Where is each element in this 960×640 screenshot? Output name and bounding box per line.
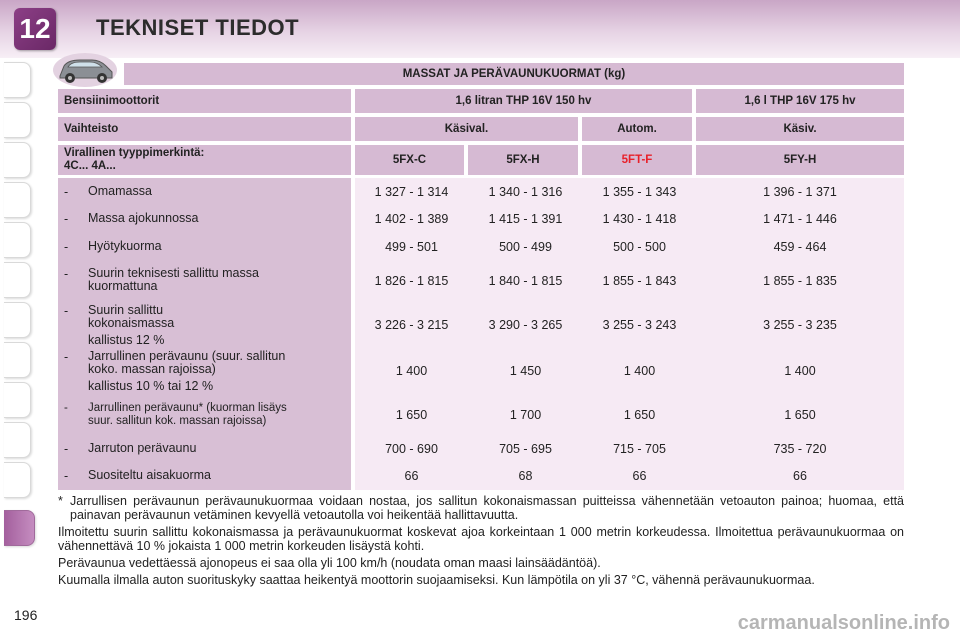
type-5fy-h: 5FY-H <box>696 145 904 175</box>
gearbox-manual-2: Käsiv. <box>696 117 904 141</box>
cell-value: 1 700 <box>509 408 542 422</box>
chapter-tab[interactable] <box>4 182 31 218</box>
row-label: Hyötykuorma <box>88 239 162 253</box>
cell-value: 500 - 500 <box>613 240 666 254</box>
gearbox-row <box>58 117 904 141</box>
watermark: carmanualsonline.info <box>737 612 950 634</box>
footnote-mark: * <box>58 494 63 508</box>
chapter-tab[interactable] <box>4 262 31 298</box>
row-label: Suurin teknisesti sallittu massa <box>88 266 259 280</box>
cell-value: 68 <box>518 469 533 483</box>
cell-value: 1 340 - 1 316 <box>488 185 563 199</box>
footnote-text: Jarrullisen perävaunun perävaunukuormaa voidaan nostaa, jos sallitun kokonaismassan puitteissa vähennetään vetoauton painoa; huomaa, että painavan perävaunun vetäminen kevyellä vetoautolla voi heikentää hallittavuutta. <box>70 494 904 522</box>
cell-value: 1 826 - 1 815 <box>374 274 449 288</box>
table-row: - Suurin teknisesti sallittu massa kuormattuna 1 826 - 1 815 1 840 - 1 815 1 855 - 1 843 1 855 - 1 835 <box>58 267 904 295</box>
type-label-line1: Virallinen tyyppimerkintä: <box>64 147 205 159</box>
cell-value: 499 - 501 <box>385 240 438 254</box>
row-label-line2: koko. massan rajoissa) <box>88 362 216 376</box>
cell-value: 1 400 <box>784 364 816 378</box>
note-paragraph: Kuumalla ilmalla auton suorituskyky saattaa heikentyä moottorin suojaamiseksi. Kun lämpötila on yli 37 °C, vähennä perävaunukuormaa. <box>58 573 815 587</box>
note-paragraph: Ilmoitettu suurin sallittu kokonaismassa ja perävaunukuormat koskevat ajoa korkeintaan 1 000 metrin korkeudessa. Ilmoitettua perävaunukuormaa on vähennettävä 10 % jokaista 1 000 metrin korkeuden lisäystä kohti. <box>58 525 904 553</box>
chapter-tab[interactable] <box>4 142 31 178</box>
table-row: - Suurin sallittu kokonaismassa kallistus 12 % 3 226 - 3 215 3 290 - 3 265 3 255 - 3 243 3 255 - 3 235 <box>58 304 904 346</box>
chapter-tab[interactable] <box>4 462 31 498</box>
row-label-line2: kokonaismassa <box>88 316 175 330</box>
engine-150: 1,6 litran THP 16V 150 hv <box>355 89 692 113</box>
chapter-number: 12 <box>14 8 56 50</box>
chapter-tab[interactable] <box>4 342 31 378</box>
cell-value: 3 255 - 3 243 <box>602 318 677 332</box>
chapter-tab[interactable] <box>4 62 31 98</box>
cell-value: 1 400 <box>395 364 428 378</box>
cell-value: 66 <box>632 469 647 483</box>
notes <box>58 494 904 590</box>
cell-value: 1 471 - 1 446 <box>763 212 837 226</box>
footnote <box>58 494 904 522</box>
row-label: Omamassa <box>88 184 152 198</box>
type-5fx-c: 5FX-C <box>355 145 464 175</box>
chapter-tab[interactable] <box>4 422 31 458</box>
table-row: - Suositeltu aisakuorma 66 68 66 66 <box>58 469 904 483</box>
cell-value: 1 650 <box>395 408 428 422</box>
table-row: - Massa ajokunnossa 1 402 - 1 389 1 415 - 1 391 1 430 - 1 418 1 471 - 1 446 <box>58 212 904 226</box>
row-label-line2: kuormattuna <box>88 279 158 293</box>
chapter-tab[interactable] <box>4 302 31 338</box>
cell-value: 3 226 - 3 215 <box>374 318 449 332</box>
table-row: - Omamassa 1 327 - 1 314 1 340 - 1 316 1 355 - 1 343 1 396 - 1 371 <box>58 185 904 199</box>
table-row: - Jarrullinen perävaunu* (kuorman lisäys suur. sallitun kok. massan rajoissa) 1 650 1 700 1 650 1 650 <box>58 402 904 428</box>
chapter-tab[interactable] <box>4 382 31 418</box>
row-label: Jarruton perävaunu <box>88 441 197 455</box>
type-5fx-h: 5FX-H <box>468 145 578 175</box>
gearbox-label: Vaihteisto <box>58 117 351 141</box>
type-5ft-f: 5FT-F <box>582 145 692 175</box>
cell-value: 1 650 <box>784 408 816 422</box>
engine-175: 1,6 l THP 16V 175 hv <box>696 89 904 113</box>
cell-value: 1 396 - 1 371 <box>763 185 837 199</box>
row-label: Massa ajokunnossa <box>88 211 199 225</box>
cell-value: 1 430 - 1 418 <box>602 212 677 226</box>
cell-value: 1 327 - 1 314 <box>374 185 449 199</box>
cell-value: 459 - 464 <box>773 240 827 254</box>
cell-value: 1 415 - 1 391 <box>488 212 563 226</box>
cell-value: 66 <box>793 469 807 483</box>
table-row: - Jarrullinen perävaunu (suur. sallitun koko. massan rajoissa) kallistus 10 % tai 12 % 1 400 1 450 1 400 1 400 <box>58 350 904 392</box>
note-paragraph: Perävaunua vedettäessä ajonopeus ei saa olla yli 100 km/h (noudata oman maasi lainsäädäntöä). <box>58 556 601 570</box>
table-title: MASSAT JA PERÄVAUNUKUORMAT (kg) <box>124 63 904 85</box>
type-row <box>58 145 904 175</box>
table-row: - Hyötykuorma 499 - 501 500 - 499 500 - 500 459 - 464 <box>58 240 904 254</box>
row-sublabel: kallistus 10 % tai 12 % <box>88 379 214 393</box>
cell-value: 700 - 690 <box>385 442 438 456</box>
table-row: - Jarruton perävaunu 700 - 690 705 - 695 715 - 705 735 - 720 <box>58 442 904 456</box>
row-label-line2: suur. sallitun kok. massan rajoissa) <box>88 415 267 427</box>
chapter-tab-active[interactable] <box>4 510 35 546</box>
gearbox-manual: Käsival. <box>355 117 578 141</box>
gearbox-auto: Autom. <box>582 117 692 141</box>
row-label: Suurin sallittu <box>88 303 164 317</box>
cell-value: 735 - 720 <box>773 442 827 456</box>
cell-value: 705 - 695 <box>499 442 552 456</box>
cell-value: 1 400 <box>623 364 656 378</box>
row-label: Suositeltu aisakuorma <box>88 468 211 482</box>
cell-value: 3 255 - 3 235 <box>763 318 837 332</box>
cell-value: 1 402 - 1 389 <box>374 212 449 226</box>
row-sublabel: kallistus 12 % <box>88 333 165 347</box>
cell-value: 1 450 <box>509 364 542 378</box>
cell-value: 1 650 <box>623 408 656 422</box>
engine-row <box>58 89 904 113</box>
cell-value: 1 840 - 1 815 <box>488 274 563 288</box>
cell-value: 1 855 - 1 835 <box>763 274 837 288</box>
car-icon <box>52 52 118 88</box>
cell-value: 500 - 499 <box>499 240 552 254</box>
page-title: TEKNISET TIEDOT <box>96 15 300 40</box>
engine-label: Bensiinimoottorit <box>58 89 351 113</box>
cell-value: 715 - 705 <box>613 442 666 456</box>
cell-value: 1 855 - 1 843 <box>602 274 677 288</box>
page-number: 196 <box>14 607 38 623</box>
chapter-tab[interactable] <box>4 222 31 258</box>
cell-value: 3 290 - 3 265 <box>488 318 563 332</box>
type-label <box>58 145 351 175</box>
cell-value: 1 355 - 1 343 <box>602 185 677 199</box>
row-label: Jarrullinen perävaunu* (kuorman lisäys <box>88 402 287 414</box>
type-label-line2: 4C... 4A... <box>64 160 116 172</box>
cell-value: 66 <box>404 469 419 483</box>
row-label: Jarrullinen perävaunu (suur. sallitun <box>88 349 286 363</box>
chapter-tab[interactable] <box>4 102 31 138</box>
